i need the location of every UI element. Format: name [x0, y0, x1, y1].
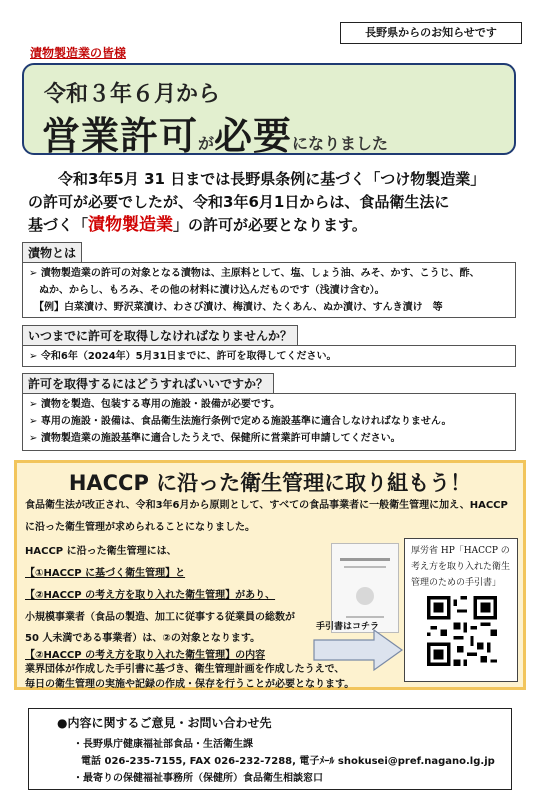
answer-line: 【例】白菜漬け、野沢菜漬け、わさび漬け、梅漬け、たくあん、ぬか漬け、すんき漬け 等 — [29, 302, 443, 313]
guide-text: 厚労省 HP「HACCP の考え方を取り入れた衛生管理のための手引書」 — [411, 546, 511, 588]
title-part1: 営業許可 — [42, 114, 199, 158]
answer-line: ➢ 漬物製造業の許可の対象となる漬物は、主原料として、塩、しょう油、みそ、かす、こうじ、酢、 — [29, 268, 480, 279]
addressee-heading: 漬物製造業の皆様 — [30, 46, 127, 60]
section-label-deadline: いつまでに許可を取得しなければなりませんか？ — [22, 325, 298, 346]
haccp-text: 業界団体が作成した手引書に基づき、衛生管理計画を作成したうえで、 — [25, 664, 345, 675]
haccp-title: HACCP に沿った衛生管理に取り組もう！ — [68, 471, 472, 495]
intro-line2: の許可が必要でしたが、令和3年6月1日からは、食品衛生法に — [28, 193, 450, 211]
intro-line3-post: 」の許可が必要となります。 — [173, 216, 367, 234]
answer-line: ➢ 令和6年（2024年）5月31日までに、許可を取得してください。 — [29, 351, 337, 362]
qr-code-icon[interactable] — [427, 596, 497, 666]
contact-box — [28, 708, 512, 790]
intro-line3-pre: 基づく「 — [28, 216, 89, 234]
title-box — [22, 63, 516, 158]
guide-link-box[interactable] — [404, 538, 518, 682]
haccp-text: 小規模事業者（食品の製造、加工に従事する従業員の総数が — [25, 612, 295, 623]
title-line1: 令和３年６月から — [44, 82, 221, 107]
notice-badge: 長野県からのお知らせです — [340, 22, 522, 44]
contact-line: ・長野県庁健康福祉部食品・生活衛生課 — [73, 739, 253, 750]
answer-line: ➢ 専用の施設・設備は、食品衛生法施行条例で定める施設基準に適合しなければなりません。 — [29, 416, 452, 427]
answer-line: ➢ 漬物を製造、包装する専用の施設・設備が必要です。 — [29, 399, 281, 410]
haccp-text: 【①HACCP に基づく衛生管理】と — [25, 568, 186, 579]
section-answer-howto — [22, 393, 516, 451]
contact-heading: ●内容に関するご意見・お問い合わせ先 — [57, 716, 272, 730]
intro-line1: 令和3年5月 31 日までは長野県条例に基づく「つけ物製造業」 — [58, 170, 486, 188]
title-part4: になりました — [292, 134, 389, 153]
intro-paragraph — [28, 168, 518, 237]
contact-line: 電話 026-235-7155, FAX 026-232-7288, 電子ﾒｰﾙ shokusei@pref.nagano.lg.jp — [81, 756, 495, 767]
haccp-text: 【②HACCP の考え方を取り入れた衛生管理】があり、 — [25, 590, 276, 601]
arrow-label: 手引書はコチラ — [316, 622, 380, 632]
haccp-text: に沿った衛生管理が求められることになりました。 — [25, 522, 255, 533]
section-answer-deadline — [22, 345, 516, 367]
title-line2 — [42, 105, 388, 160]
answer-line: ➢ 漬物製造業の施設基準に適合したうえで、保健所に営業許可申請してください。 — [29, 433, 401, 444]
intro-highlight: 漬物製造業 — [88, 215, 174, 235]
section-label-howto: 許可を取得するにはどうすればいいですか？ — [22, 373, 274, 394]
haccp-text: HACCP に沿った衛生管理には、 — [25, 546, 177, 557]
title-part3: 必要 — [214, 114, 293, 158]
haccp-text: 毎日の衛生管理の実施や記録の作成・保存を行うことが必要となります。 — [25, 679, 355, 690]
section-label-pickles: 漬物とは — [22, 242, 82, 263]
intro-line3 — [28, 214, 518, 237]
haccp-text: 【②HACCP の考え方を取り入れた衛生管理】の内容 — [25, 650, 266, 661]
section-answer-pickles — [22, 262, 516, 318]
haccp-text: 食品衛生法が改正され、令和3年6月から原則として、すべての食品事業者に一般衛生管理に加え、HACCP — [25, 500, 508, 511]
haccp-text: 50 人未満である事業者）は、②の対象となります。 — [25, 633, 261, 644]
contact-line: ・最寄りの保健福祉事務所（保健所）食品衛生相談窓口 — [73, 773, 323, 784]
title-part2: が — [198, 134, 215, 153]
arrow-right-icon — [312, 628, 404, 676]
answer-line: ぬか、からし、もろみ、その他の材料に漬け込んだものです（浅漬け含む）。 — [29, 285, 385, 296]
